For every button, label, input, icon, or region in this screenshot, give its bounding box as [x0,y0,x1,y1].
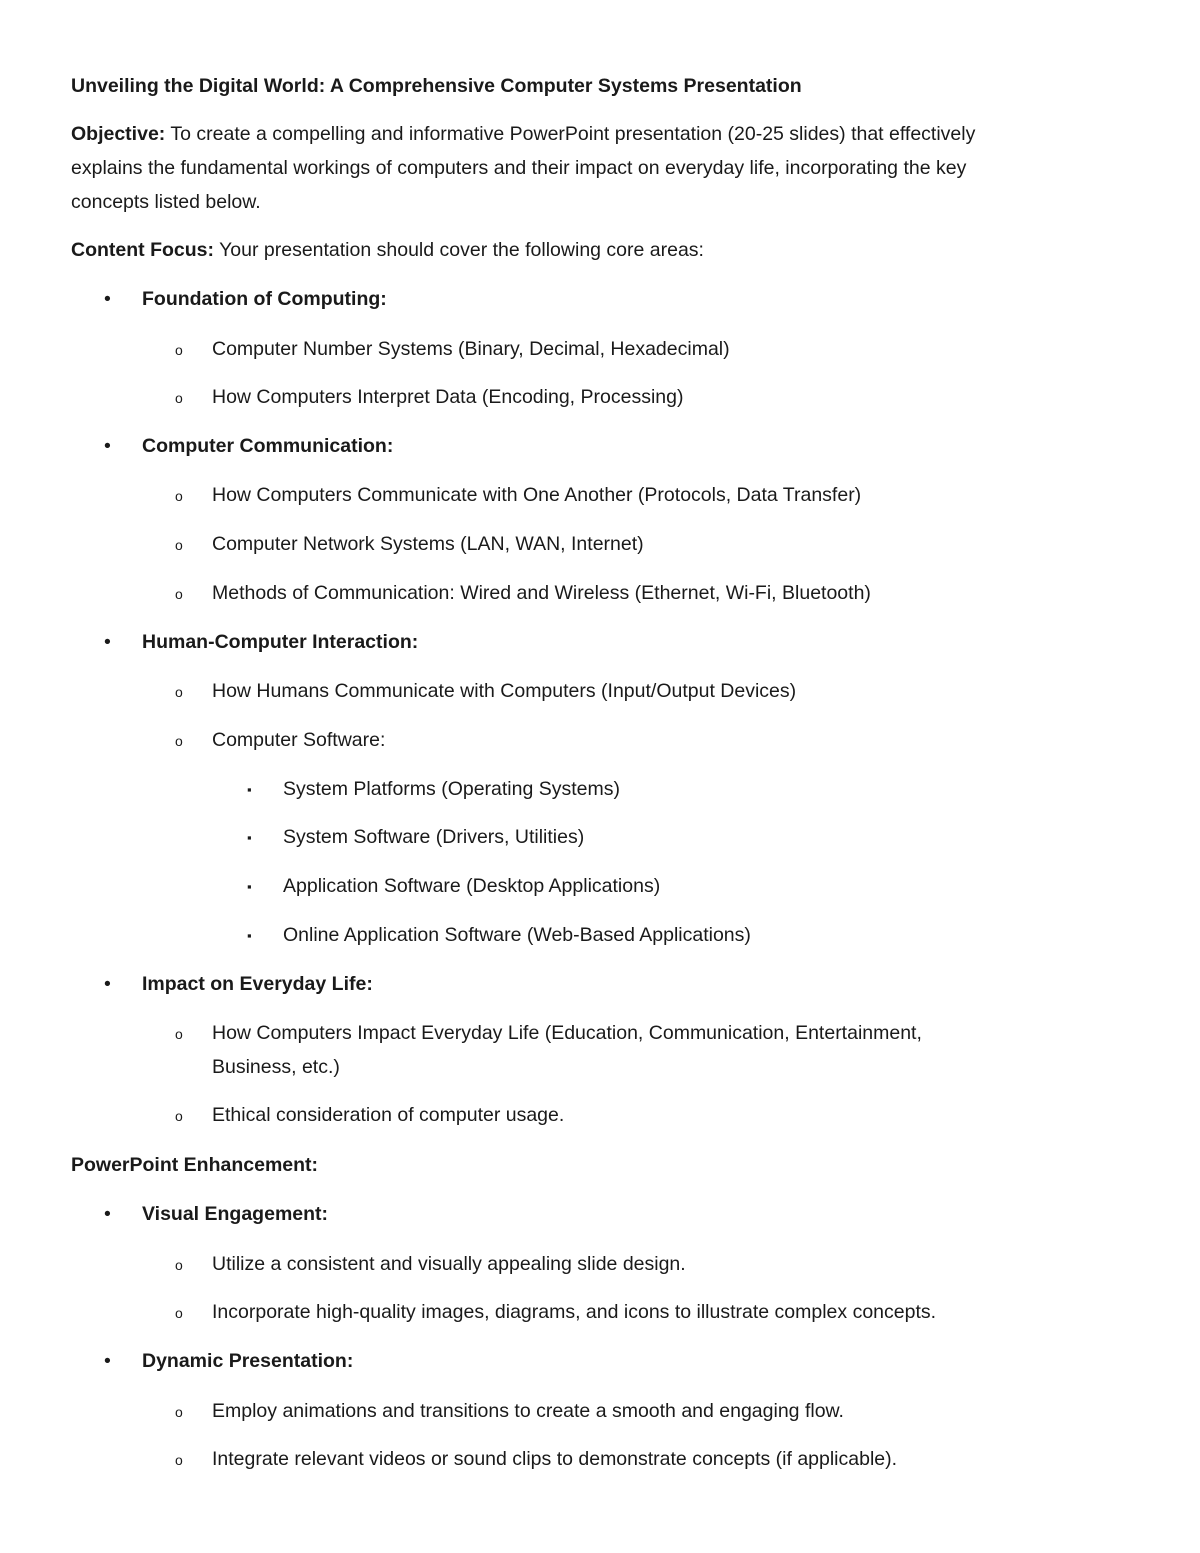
list-item: Employ animations and transitions to create a smooth and engaging flow. [212,1400,844,1422]
list-item: How Computers Communicate with One Another (Protocols, Data Transfer) [212,484,862,506]
list-item: Computer Network Systems (LAN, WAN, Internet) [212,533,644,555]
objective-line-3: concepts listed below. [71,191,261,213]
sub-bullet-marker: o [175,1404,183,1420]
document-title: Unveiling the Digital World: A Comprehensive Computer Systems Presentation [71,75,802,97]
sub-bullet-marker: o [175,488,183,504]
sub-bullet-marker: o [175,684,183,700]
list-subitem: System Platforms (Operating Systems) [283,778,621,800]
list-item: Computer Software: [212,729,386,751]
list-item: How Humans Communicate with Computers (Input/Output Devices) [212,680,797,702]
bullet-marker: • [104,288,111,310]
list-subitem: Application Software (Desktop Applications) [283,875,661,897]
enhancement-heading: PowerPoint Enhancement: [71,1154,319,1176]
list-item: Incorporate high-quality images, diagrams, and icons to illustrate complex concepts. [212,1301,937,1323]
section-heading-foundation: Foundation of Computing: [142,288,387,310]
sub-bullet-marker: o [175,1452,183,1468]
sub-bullet-marker: o [175,1026,183,1042]
list-item: How Computers Impact Everyday Life (Education, Communication, Entertainment, [212,1022,922,1044]
bullet-marker: • [104,435,111,457]
bullet-marker: • [104,631,111,653]
square-bullet-marker: ▪ [247,928,252,943]
sub-bullet-marker: o [175,1305,183,1321]
square-bullet-marker: ▪ [247,879,252,894]
square-bullet-marker: ▪ [247,830,252,845]
list-item: How Computers Interpret Data (Encoding, Processing) [212,386,684,408]
section-heading-impact: Impact on Everyday Life: [142,973,373,995]
objective-label: Objective: [71,123,166,145]
group-heading-visual: Visual Engagement: [142,1203,329,1225]
objective-text-1: To create a compelling and informative PowerPoint presentation (20-25 slides) that effectively [170,123,976,145]
list-item: Computer Number Systems (Binary, Decimal, Hexadecimal) [212,338,730,360]
bullet-marker: • [104,973,111,995]
sub-bullet-marker: o [175,342,183,358]
sub-bullet-marker: o [175,537,183,553]
list-subitem: System Software (Drivers, Utilities) [283,826,585,848]
list-item-continued: Business, etc.) [212,1056,340,1078]
square-bullet-marker: ▪ [247,782,252,797]
section-heading-hci: Human-Computer Interaction: [142,631,419,653]
list-item: Methods of Communication: Wired and Wireless (Ethernet, Wi-Fi, Bluetooth) [212,582,871,604]
content-focus-text: Your presentation should cover the following core areas: [219,239,704,261]
list-item: Ethical consideration of computer usage. [212,1104,565,1126]
list-subitem: Online Application Software (Web-Based Applications) [283,924,751,946]
sub-bullet-marker: o [175,390,183,406]
objective-line-2: explains the fundamental workings of computers and their impact on everyday life, incorporating the key [71,157,967,179]
list-item: Integrate relevant videos or sound clips to demonstrate concepts (if applicable). [212,1448,898,1470]
group-heading-dynamic: Dynamic Presentation: [142,1350,354,1372]
section-heading-communication: Computer Communication: [142,435,394,457]
content-focus [71,238,704,262]
bullet-marker: • [104,1350,111,1372]
list-item: Utilize a consistent and visually appealing slide design. [212,1253,686,1275]
sub-bullet-marker: o [175,586,183,602]
sub-bullet-marker: o [175,733,183,749]
objective-line-1 [71,122,975,146]
sub-bullet-marker: o [175,1108,183,1124]
sub-bullet-marker: o [175,1257,183,1273]
content-focus-label: Content Focus: [71,239,214,261]
bullet-marker: • [104,1203,111,1225]
